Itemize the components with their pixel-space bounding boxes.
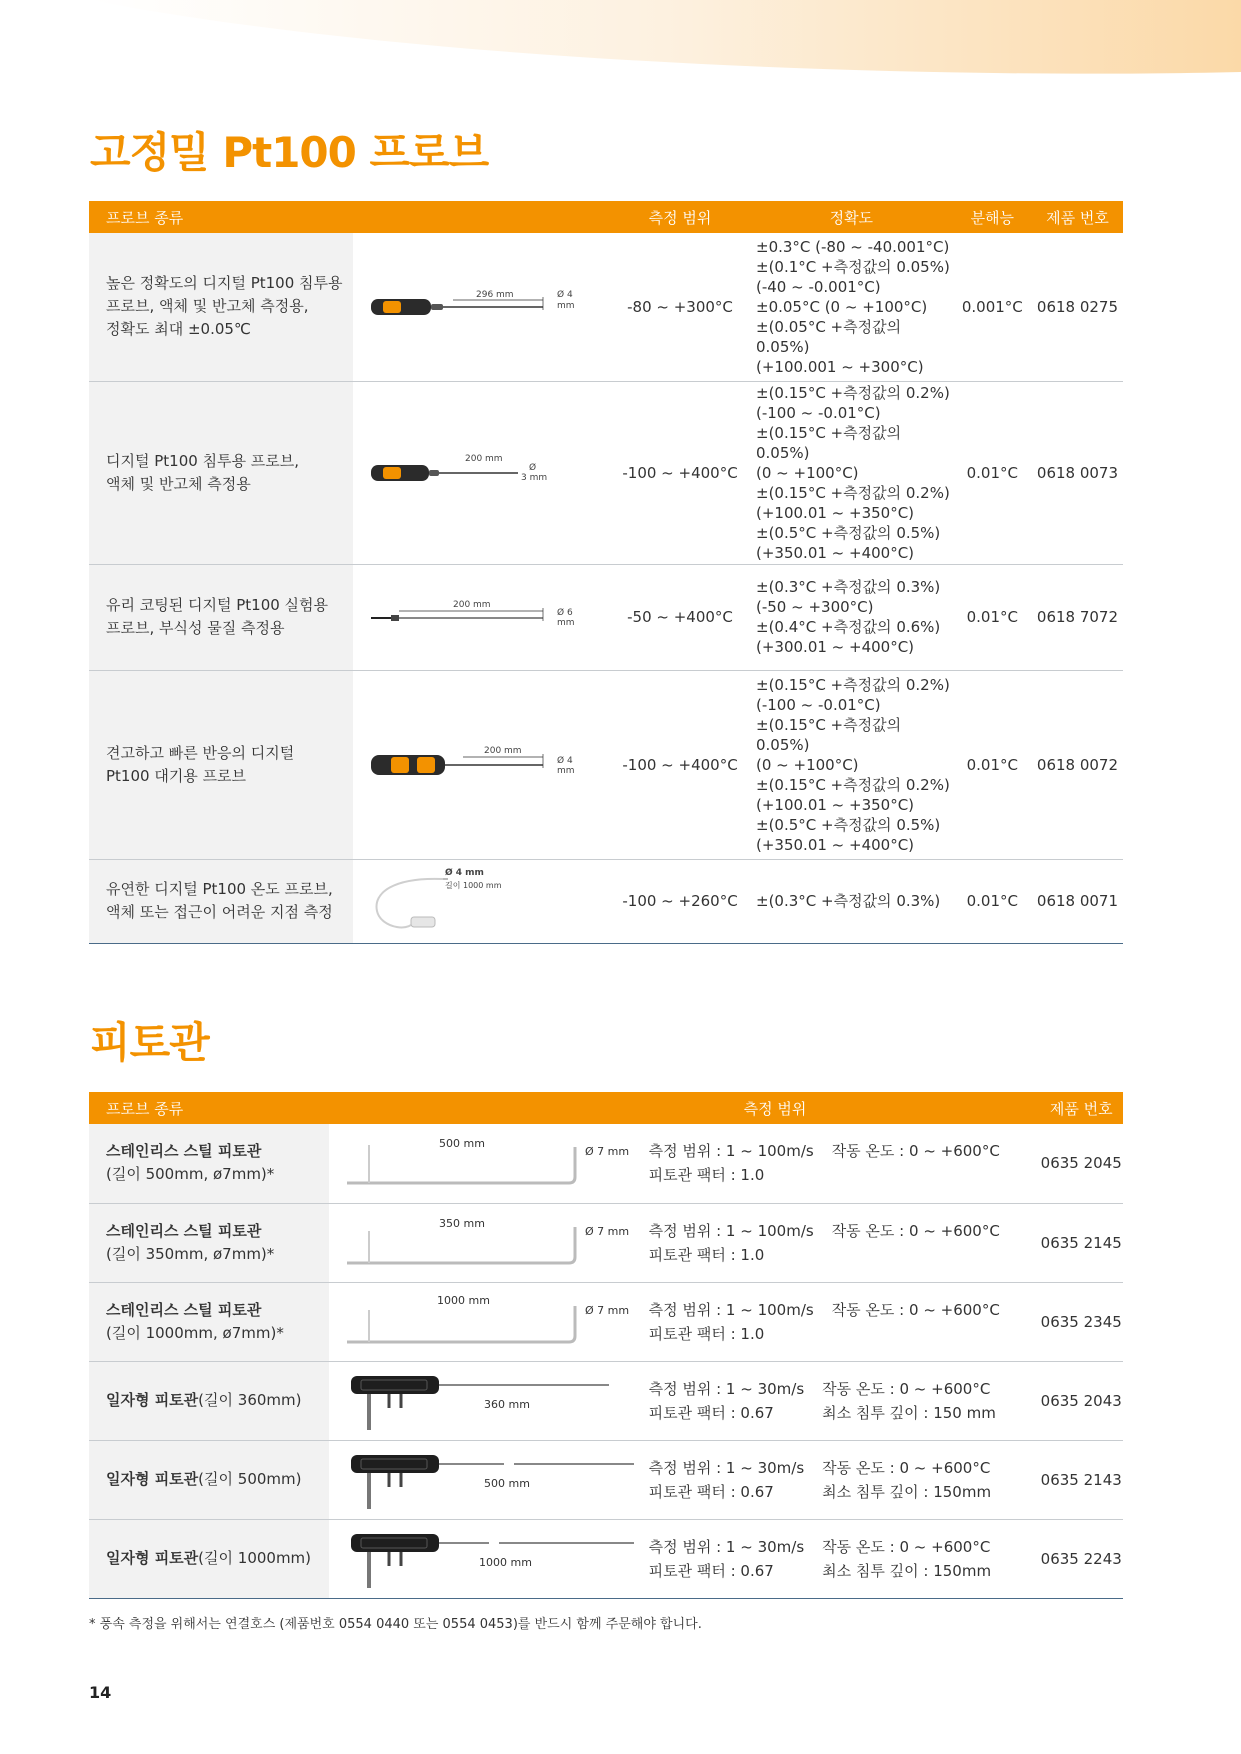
dimension-length: 200 mm [484, 745, 522, 756]
probe-image [353, 859, 610, 943]
probe-type: 유연한 디지털 Pt100 온도 프로브, 액체 또는 접근이 어려운 지점 측정 [89, 859, 353, 943]
probe-type: 유리 코팅된 디지털 Pt100 실험용 프로브, 부식성 물질 측정용 [89, 564, 353, 670]
svg-text:mm: mm [557, 300, 575, 311]
probe-type: 스테인리스 스틸 피토관 (길이 1000mm, ø7mm)* [89, 1282, 329, 1361]
dimension-diameter: Ø 7 mm [584, 1145, 629, 1159]
table-row [89, 1282, 1123, 1361]
probe-image-air [353, 735, 610, 795]
part-number: 0618 0071 [1032, 859, 1123, 943]
dimension-length: 200 mm [465, 453, 503, 464]
dimension-diameter: Ø 4 [557, 289, 573, 300]
spec: 측정 범위 : 1 ~ 100m/s 피토관 팩터 : 1.0 작동 온도 : 0 ~ +600°C [649, 1124, 1040, 1203]
table-header [89, 1092, 1123, 1124]
accuracy: ±0.3°C (-80 ~ -40.001°C) ±(0.1°C +측정값의 0.05%) (-40 ~ -0.001°C) ±0.05°C (0 ~ +100°C) ±(0.05°C +측정값의 0.05%) (+100.001 ~ +300°C) [750, 233, 953, 381]
header-image [329, 1092, 649, 1124]
dimension-diameter: Ø 4 mm [445, 868, 484, 878]
dimension-diameter: Ø [529, 462, 537, 473]
probe-type: 디지털 Pt100 침투용 프로브, 액체 및 반고체 측정용 [89, 381, 353, 564]
dimension-length: 200 mm [453, 600, 491, 610]
table-row [89, 1203, 1123, 1282]
accuracy: ±(0.15°C +측정값의 0.2%) (-100 ~ -0.01°C) ±(0.15°C +측정값의 0.05%) (0 ~ +100°C) ±(0.15°C +측정값의 0.2%) (+100.01 ~ +350°C) ±(0.5°C +측정값의 0.5%) (+350.01 ~ +400°C) [750, 381, 953, 564]
straight-pitot-image-1000mm [329, 1526, 649, 1592]
footnote: * 풍속 측정을 위해서는 연결호스 (제품번호 0554 0440 또는 0554 0453)를 반드시 함께 주문해야 합니다. [89, 1617, 702, 1632]
probe-image [329, 1440, 649, 1519]
part-number: 0618 0073 [1032, 381, 1123, 564]
probe-type: 견고하고 빠른 반응의 디지털 Pt100 대기용 프로브 [89, 670, 353, 859]
dimension-length: 360 mm [483, 1397, 530, 1411]
header-probe-type: 프로브 종류 [89, 1092, 329, 1124]
table-row [89, 1519, 1123, 1598]
dimension-length: 350 mm [438, 1216, 485, 1230]
part-number: 0635 2345 [1039, 1282, 1123, 1361]
probe-image [329, 1124, 649, 1203]
dimension-length: 1000 mm [478, 1555, 532, 1569]
accuracy: ±(0.15°C +측정값의 0.2%) (-100 ~ -0.01°C) ±(0.15°C +측정값의 0.05%) (0 ~ +100°C) ±(0.15°C +측정값의 0.2%) (+100.01 ~ +350°C) ±(0.5°C +측정값의 0.5%) (+350.01 ~ +400°C) [750, 670, 953, 859]
dimension-length: 길이 1000 mm [445, 881, 502, 890]
resolution: 0.001°C [953, 233, 1032, 381]
part-number: 0618 7072 [1032, 564, 1123, 670]
probe-image [353, 564, 610, 670]
header-resolution: 분해능 [953, 201, 1032, 233]
pitot-image-1000mm [329, 1292, 649, 1352]
accuracy: ±(0.3°C +측정값의 0.3%) (-50 ~ +300°C) ±(0.4°C +측정값의 0.6%) (+300.01 ~ +400°C) [750, 564, 953, 670]
table-row [89, 1440, 1123, 1519]
resolution: 0.01°C [953, 564, 1032, 670]
probe-type: 스테인리스 스틸 피토관 (길이 500mm, ø7mm)* [89, 1124, 329, 1203]
svg-text:3 mm: 3 mm [521, 472, 548, 483]
probe-image [353, 233, 610, 381]
pitot-tube-table [89, 1092, 1123, 1599]
svg-text:mm: mm [557, 765, 575, 776]
probe-image [329, 1282, 649, 1361]
dimension-diameter: Ø 6 [557, 608, 573, 618]
part-number: 0635 2145 [1039, 1203, 1123, 1282]
probe-image-flexible [353, 863, 610, 939]
accuracy: ±(0.3°C +측정값의 0.3%) [750, 859, 953, 943]
resolution: 0.01°C [953, 859, 1032, 943]
straight-pitot-image-360mm [329, 1368, 649, 1434]
measure-range: -100 ~ +400°C [610, 670, 750, 859]
spec: 측정 범위 : 1 ~ 30m/s 피토관 팩터 : 0.67 작동 온도 : 0 ~ +600°C 최소 침투 깊이 : 150mm [649, 1440, 1040, 1519]
probe-image [329, 1361, 649, 1440]
probe-image [329, 1203, 649, 1282]
measure-range: -100 ~ +400°C [610, 381, 750, 564]
pitot-image-350mm [329, 1213, 649, 1273]
spec: 측정 범위 : 1 ~ 100m/s 피토관 팩터 : 1.0 작동 온도 : 0 ~ +600°C [649, 1282, 1040, 1361]
dimension-length: 296 mm [476, 289, 514, 300]
dimension-length: 1000 mm [436, 1293, 490, 1307]
probe-type: 일자형 피토관(길이 360mm) [89, 1361, 329, 1440]
probe-type: 일자형 피토관(길이 1000mm) [89, 1519, 329, 1598]
header-range: 측정 범위 [610, 201, 750, 233]
part-number: 0635 2243 [1039, 1519, 1123, 1598]
spec: 측정 범위 : 1 ~ 30m/s 피토관 팩터 : 0.67 작동 온도 : 0 ~ +600°C 최소 침투 깊이 : 150mm [649, 1519, 1040, 1598]
table-header [89, 201, 1123, 233]
table-row [89, 564, 1123, 670]
header-range: 측정 범위 [649, 1092, 1040, 1124]
header-accuracy: 정확도 [750, 201, 953, 233]
table-row [89, 1124, 1123, 1203]
probe-type: 스테인리스 스틸 피토관 (길이 350mm, ø7mm)* [89, 1203, 329, 1282]
probe-type: 높은 정확도의 디지털 Pt100 침투용 프로브, 액체 및 반고체 측정용, 정확도 최대 ±0.05℃ [89, 233, 353, 381]
part-number: 0635 2143 [1039, 1440, 1123, 1519]
measure-range: -80 ~ +300°C [610, 233, 750, 381]
pitot-image-500mm [329, 1133, 649, 1193]
header-image [353, 201, 610, 233]
part-number: 0635 2045 [1039, 1124, 1123, 1203]
dimension-length: 500 mm [438, 1137, 485, 1151]
part-number: 0618 0072 [1032, 670, 1123, 859]
probe-type: 일자형 피토관(길이 500mm) [89, 1440, 329, 1519]
dimension-diameter: Ø 7 mm [584, 1303, 629, 1317]
straight-pitot-image-500mm [329, 1447, 649, 1513]
header-probe-type: 프로브 종류 [89, 201, 353, 233]
probe-image [353, 381, 610, 564]
probe-image-glass [353, 587, 610, 647]
part-number: 0635 2043 [1039, 1361, 1123, 1440]
resolution: 0.01°C [953, 670, 1032, 859]
page-number: 14 [89, 1683, 112, 1702]
resolution: 0.01°C [953, 381, 1032, 564]
dimension-length: 500 mm [483, 1476, 530, 1490]
header-decoration [0, 0, 1241, 90]
spec: 측정 범위 : 1 ~ 100m/s 피토관 팩터 : 1.0 작동 온도 : 0 ~ +600°C [649, 1203, 1040, 1282]
table-row [89, 670, 1123, 859]
measure-range: -100 ~ +260°C [610, 859, 750, 943]
svg-text:mm: mm [557, 618, 575, 628]
probe-image [329, 1519, 649, 1598]
section-title-pitot: 피토관 [90, 1018, 209, 1067]
probe-image [353, 670, 610, 859]
measure-range: -50 ~ +400°C [610, 564, 750, 670]
pt100-probe-table [89, 201, 1123, 944]
header-part-number: 제품 번호 [1039, 1092, 1123, 1124]
header-part-number: 제품 번호 [1032, 201, 1123, 233]
table-row [89, 859, 1123, 943]
spec: 측정 범위 : 1 ~ 30m/s 피토관 팩터 : 0.67 작동 온도 : 0 ~ +600°C 최소 침투 깊이 : 150 mm [649, 1361, 1040, 1440]
probe-image-200mm [353, 443, 610, 503]
table-row [89, 233, 1123, 381]
dimension-diameter: Ø 7 mm [584, 1224, 629, 1238]
dimension-diameter: Ø 4 [557, 755, 573, 766]
table-row [89, 1361, 1123, 1440]
table-row [89, 381, 1123, 564]
probe-image-296mm [353, 277, 610, 337]
part-number: 0618 0275 [1032, 233, 1123, 381]
section-title-pt100: 고정밀 Pt100 프로브 [90, 128, 489, 177]
